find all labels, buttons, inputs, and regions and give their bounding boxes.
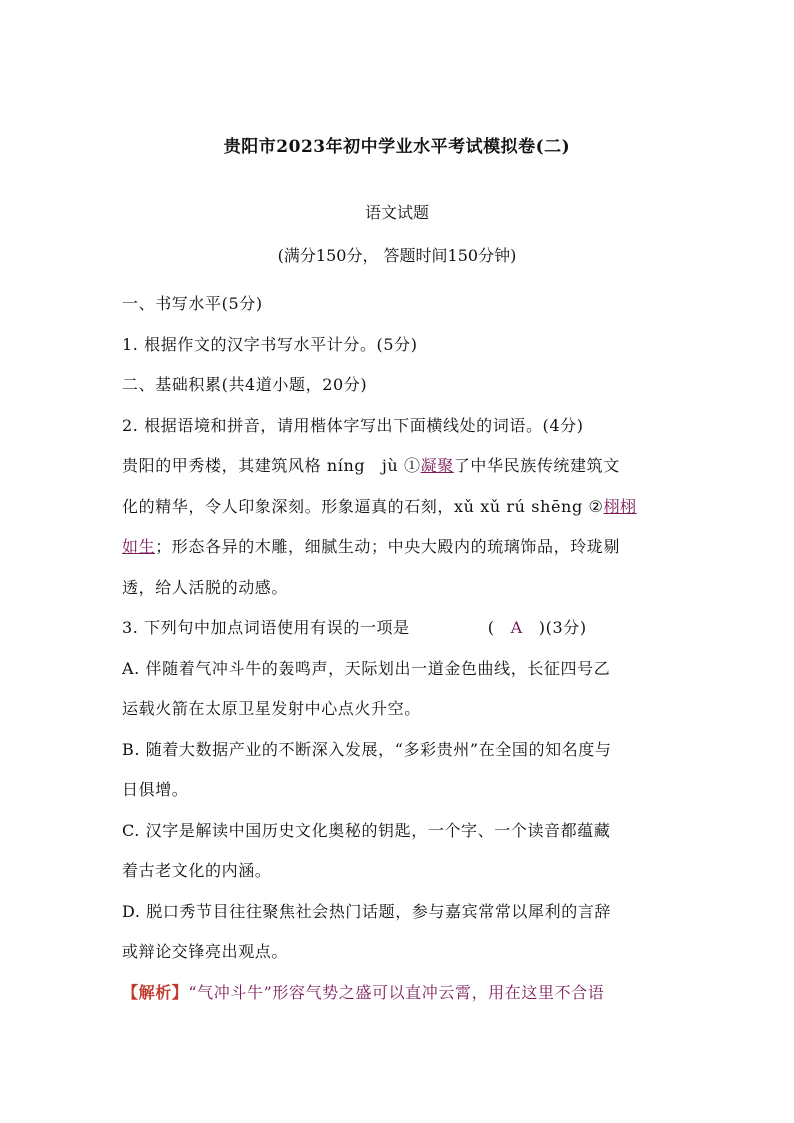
question-2-prompt: 2. 根据语境和拼音，请用楷体字写出下面横线处的词语。(4分) — [122, 415, 584, 435]
analysis-text: “气冲斗牛”形容气势之盛可以直冲云霄，用在这里不合语 — [188, 982, 605, 1002]
q2-text: 贵阳的甲秀楼，其建筑风格 níng jù ① — [122, 456, 421, 475]
q2-text: 了中华民族传统建筑文 — [453, 456, 620, 475]
q3-answer: A — [510, 618, 523, 637]
question-2-line-3 — [122, 527, 682, 568]
question-1: 1. 根据作文的汉字书写水平计分。(5分) — [122, 334, 418, 354]
option-c-line-2: 着古老文化的内涵。 — [122, 861, 272, 880]
section2-heading: 二、基础积累(共4道小题，20分) — [122, 375, 368, 394]
q2-answer-1: 凝聚 — [420, 456, 454, 475]
exam-subtitle: 语文试题 — [364, 203, 429, 222]
option-d-line-1: D. 脱口秀节目往往聚焦社会热门话题，参与嘉宾常常以犀利的言辞 — [122, 901, 612, 921]
option-c-line-1: C. 汉字是解读中国历史文化奥秘的钥匙，一个字、一个读音都蕴藏 — [122, 820, 611, 840]
option-a-line-2: 运载火箭在太原卫星发射中心点火升空。 — [122, 699, 421, 718]
analysis-tag: 【解析】 — [122, 982, 189, 1002]
section1-heading: 一、书写水平(5分) — [122, 294, 263, 313]
q3-paren-open: ( — [487, 618, 495, 637]
option-b-line-1: B. 随着大数据产业的不断深入发展，“多彩贵州”在全国的知名度与 — [122, 739, 612, 759]
q2-text: 化的精华，令人印象深刻。形象逼真的石刻，xǔ xǔ rú shēng ② — [122, 496, 604, 516]
question-2-line-2 — [122, 487, 682, 528]
option-d-line-2: 或辩论交锋亮出观点。 — [122, 942, 289, 961]
option-b-line-2: 日俱增。 — [122, 780, 189, 799]
q3-paren-close: )(3分) — [538, 618, 587, 637]
question-2-line-4: 透，给人活脱的动感。 — [122, 577, 289, 597]
q2-answer-2-part-1: 栩栩 — [603, 496, 637, 516]
exam-info: (满分150分， 答题时间150分钟) — [277, 246, 517, 265]
question-2-line-1 — [122, 446, 682, 487]
option-a-line-1: A. 伴随着气冲斗牛的轰鸣声，天际划出一道金色曲线，长征四号乙 — [122, 658, 611, 678]
exam-title: 贵阳市2023年初中学业水平考试模拟卷(二) — [223, 137, 571, 157]
analysis-line — [122, 973, 682, 1014]
q3-prompt-text: 3. 下列句中加点词语使用有误的一项是 — [122, 618, 410, 637]
question-3-prompt — [122, 608, 682, 649]
q2-text: ；形态各异的木雕，细腻生动；中央大殿内的琉璃饰品，玲珑剔 — [155, 537, 621, 556]
exam-body — [122, 284, 682, 1013]
q2-answer-2-part-2: 如生 — [122, 537, 156, 556]
